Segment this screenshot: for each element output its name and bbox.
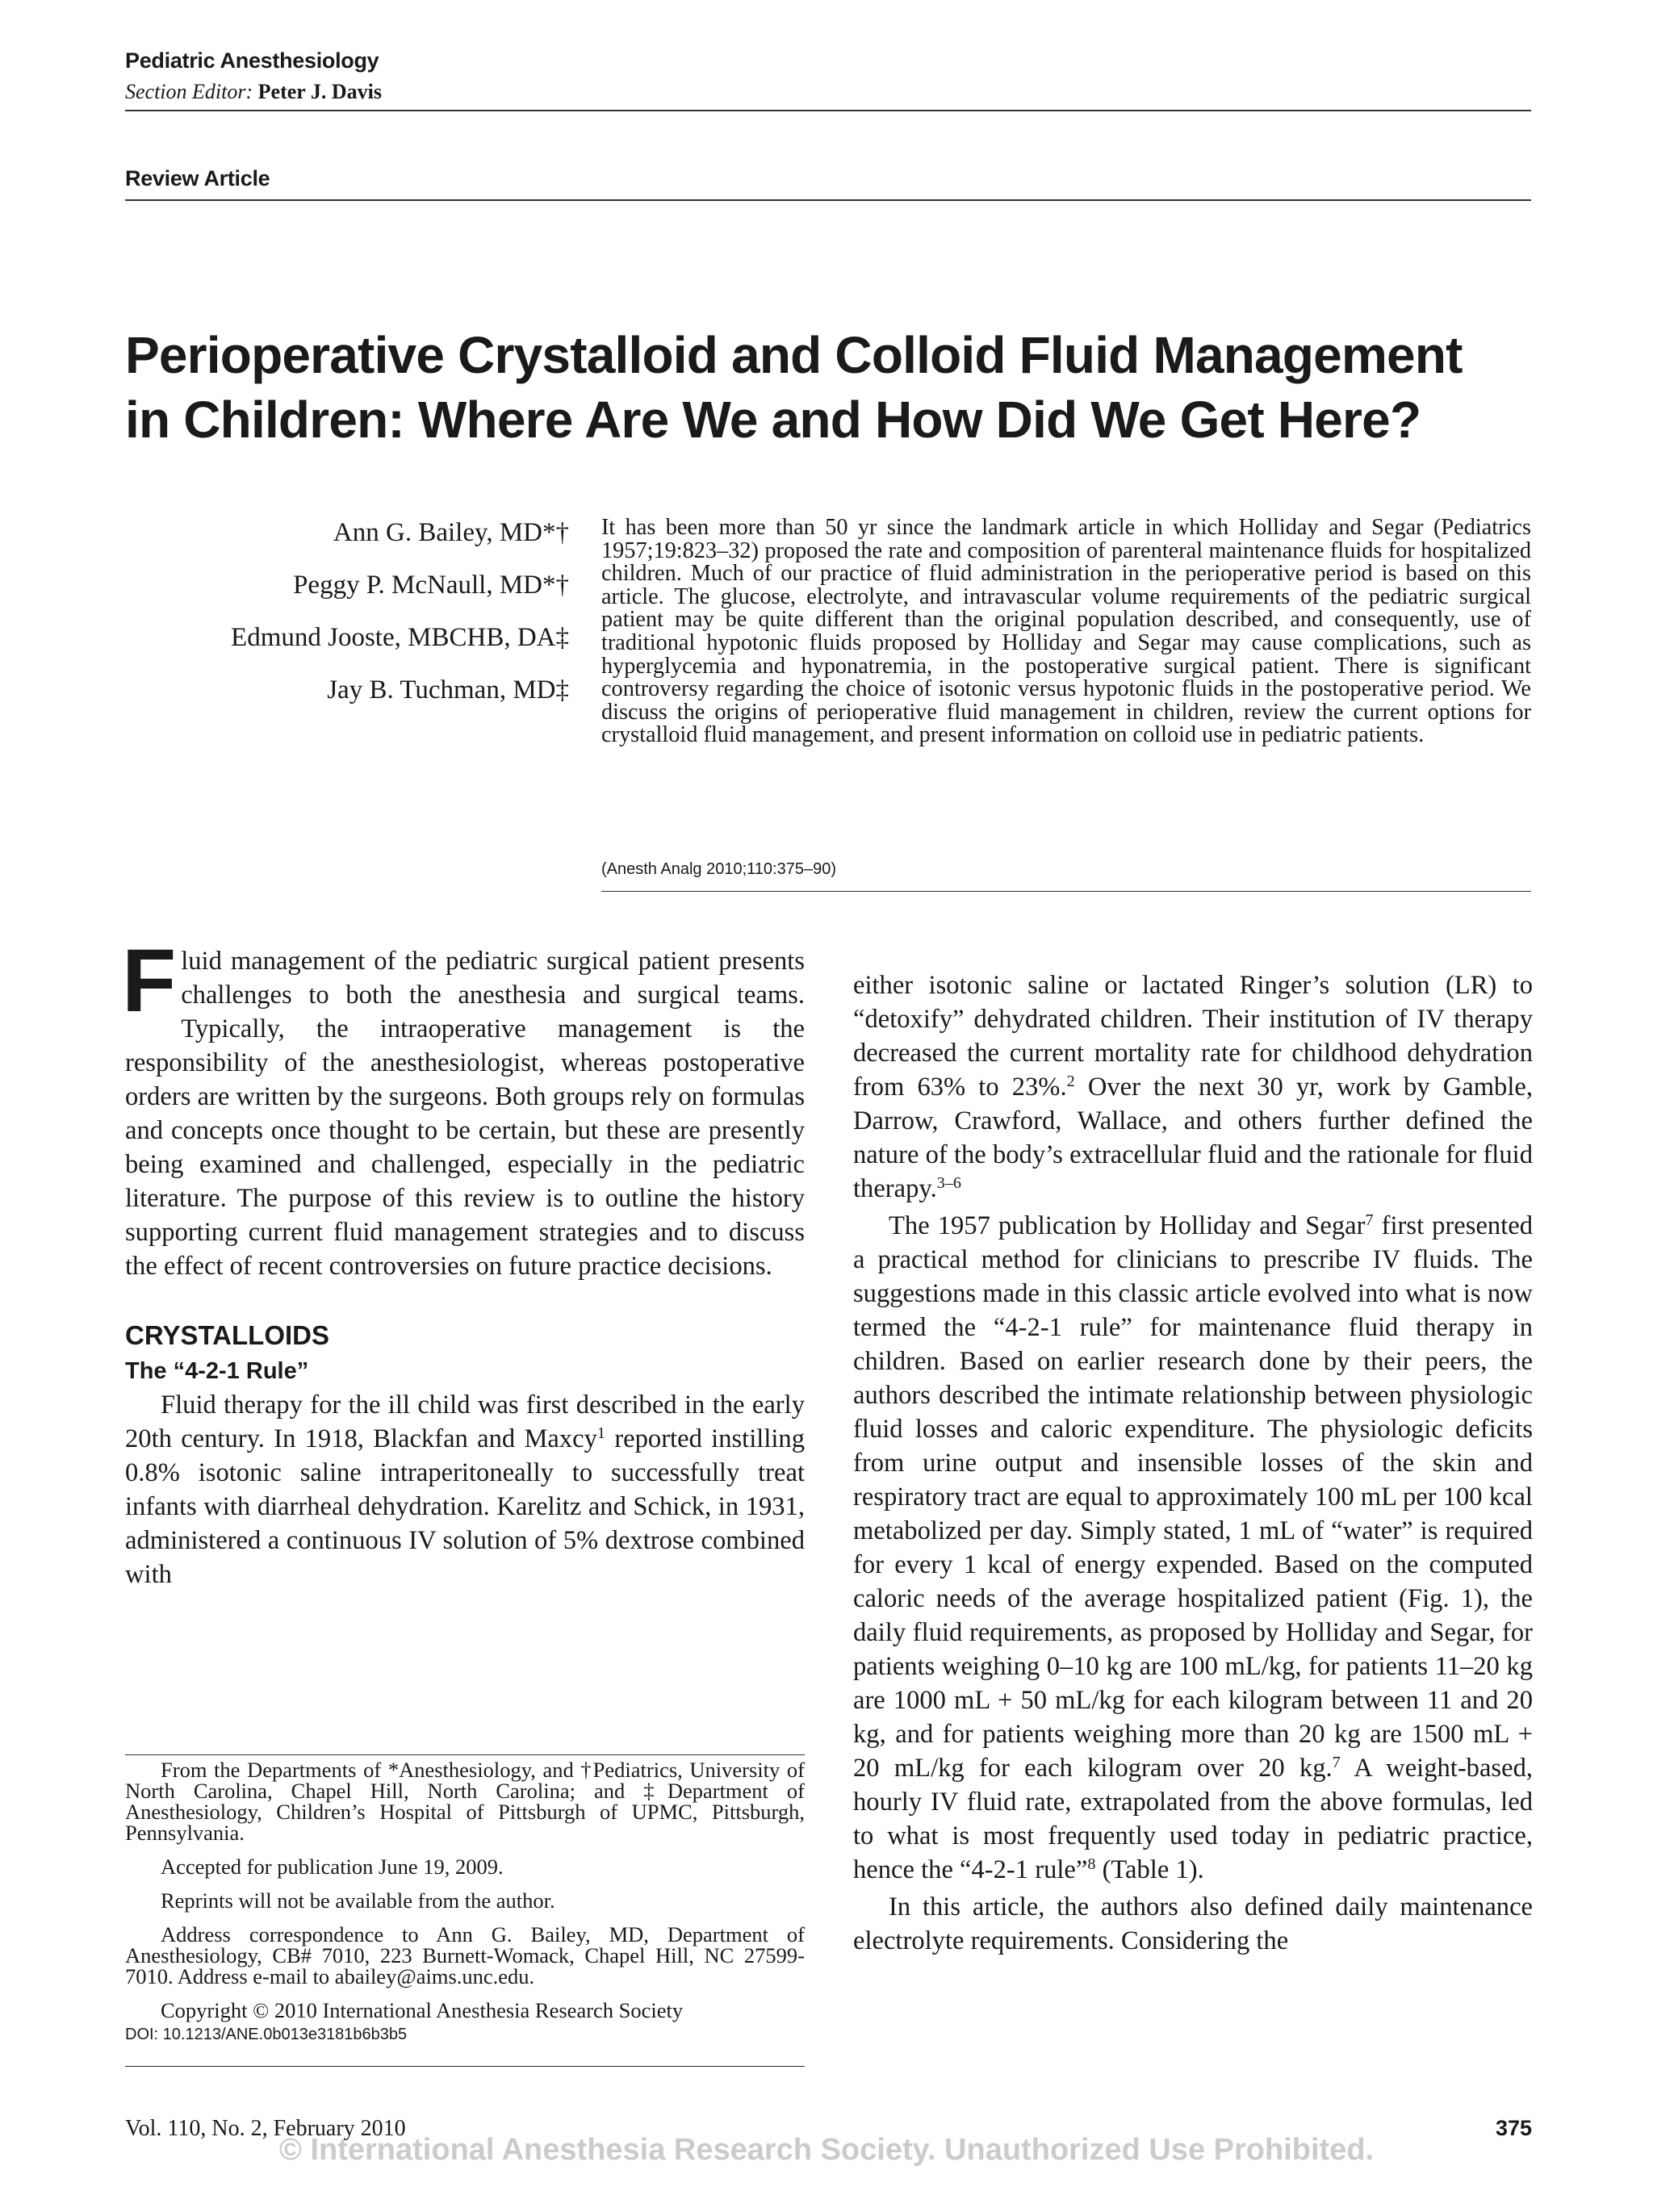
body-column-right xyxy=(853,968,1533,1958)
section-heading: CRYSTALLOIDS xyxy=(125,1320,329,1350)
footnotes xyxy=(125,1759,805,2058)
section-editor xyxy=(125,80,382,104)
reference-marker[interactable]: 2 xyxy=(1066,1072,1075,1090)
text-run: Over the next 30 yr, work by Gamble, Darrow, Crawford, Wallace, and others further defined the nature of the body’s extracellular fluid and the rationale for fluid therapy. xyxy=(853,1073,1533,1203)
text-run: either isotonic saline or lactated Ringer’s solution (LR) to “detoxify” dehydrated children. Their institution of IV therapy decreased the current mortality rate for childhood dehydration from 63% to 23%. xyxy=(853,971,1533,1102)
text-run: first presented a practical method for clinicians to prescribe IV fluids. The suggestions made in this classic article evolved into what is now termed the “4-2-1 rule” for maintenance fluid therapy in children. Based on earlier research done by their peers, the authors described the intimate relationship between physiologic fluid losses and caloric expenditure. The physiologic deficits from urine output and insensible losses of the skin and respiratory tract are equal to approximately 100 mL per 100 kcal metabolized per day. Simply stated, 1 mL of “water” is required for every 1 kcal of energy expended. Based on the computed caloric needs of the average hospitalized patient (Fig. 1), the daily fluid requirements, as proposed by Holliday and Segar, for patients weighing 0–10 kg are 100 mL/kg, for patients 11–20 kg are 1000 mL + 50 mL/kg for each kilogram between 11 and 20 kg, and for patients weighing more than 20 kg are 1500 mL + 20 mL/kg for each kilogram over 20 kg. xyxy=(853,1211,1533,1783)
reference-marker[interactable]: 8 xyxy=(1087,1854,1096,1873)
intro-paragraph xyxy=(122,931,805,1283)
body-paragraph xyxy=(125,1388,805,1591)
body-paragraph xyxy=(853,968,1533,1206)
text-run: (Table 1). xyxy=(1095,1855,1204,1884)
reference-marker[interactable]: 7 xyxy=(1332,1753,1341,1771)
author: Peggy P. McNaull, MD*† xyxy=(293,571,569,600)
text-run: The 1957 publication by Holliday and Segar xyxy=(889,1211,1366,1240)
footnote-rule xyxy=(125,1754,805,1755)
author: Edmund Jooste, MBCHB, DA‡ xyxy=(231,623,569,652)
correspondence-note: Address correspondence to Ann G. Bailey, MD, Department of Anesthesiology, CB# 7010, 223 Burnett-Womack, Chapel Hill, NC 27599-7010. Address e-mail to abailey@aims.unc.edu. xyxy=(125,1922,805,1988)
title-line-1: Perioperative Crystalloid and Colloid Fluid Management xyxy=(125,326,1463,384)
page-number: 375 xyxy=(1495,2116,1532,2140)
article-type: Review Article xyxy=(125,166,270,190)
title-line-2: in Children: Where Are We and How Did We Get Here? xyxy=(125,391,1421,449)
affiliations-note: From the Departments of *Anesthesiology, and †Pediatrics, University of North Carolina, Chapel Hill, North Carolina; and ‡Department of Anesthesiology, Children’s Hospital of Pittsburgh of UPMC, Pittsburgh, Pennsylvania. xyxy=(125,1758,805,1845)
footer-volume: Vol. 110, No. 2, February 2010 xyxy=(125,2116,406,2141)
reference-marker[interactable]: 7 xyxy=(1365,1211,1374,1229)
body-paragraph xyxy=(853,1209,1533,1887)
section-editor-label: Section Editor: xyxy=(125,80,253,103)
article-type-rule xyxy=(125,199,1531,201)
watermark: © International Anesthesia Research Society. Unauthorized Use Prohibited. xyxy=(278,2133,1375,2167)
reference-marker[interactable]: 3–6 xyxy=(936,1173,962,1192)
subsection-heading: The “4-2-1 Rule” xyxy=(125,1358,309,1384)
article-title xyxy=(125,323,1546,452)
drop-cap: F xyxy=(122,931,177,1031)
body-paragraph: In this article, the authors also defined daily maintenance electrolyte requirements. Considering the xyxy=(853,1892,1533,1955)
section-editor-name: Peter J. Davis xyxy=(257,80,382,103)
text-run: reported instilling 0.8% isotonic saline intraperitoneally to successfully treat infants with diarrheal dehydration. Karelitz and Schick, in 1931, administered a continuous IV solution of 5% dextrose combined with xyxy=(125,1424,806,1589)
journal-section: Pediatric Anesthesiology xyxy=(125,48,379,73)
author-list xyxy=(121,516,569,726)
citation: (Anesth Analg 2010;110:375–90) xyxy=(601,860,836,878)
copyright-note: Copyright © 2010 International Anesthesia Research Society xyxy=(161,1998,684,2022)
text-run: A weight-based, hourly IV fluid rate, extrapolated from the above formulas, led to what is most frequently used today in pediatric practice, hence the “4-2-1 rule” xyxy=(853,1754,1534,1884)
abstract-rule xyxy=(601,891,1531,892)
reprints-note: Reprints will not be available from the author. xyxy=(161,1888,555,1913)
intro-text: luid management of the pediatric surgical patient presents challenges to both the anesthesia and surgical teams. Typically, the intraoperative management is the responsibility of the anesthesiologist, whereas postoperative orders are written by the surgeons. Both groups rely on formulas and concepts once thought to be certain, but these are presently being examined and challenged, especially in the pediatric literature. The purpose of this review is to outline the history supporting current fluid management strategies and to discuss the effect of recent controversies on future practice decisions. xyxy=(125,947,805,1281)
header-rule xyxy=(125,110,1531,111)
footnote-bottom-rule xyxy=(125,2066,805,2067)
body-column-left xyxy=(122,931,806,1591)
doi[interactable]: DOI: 10.1213/ANE.0b013e3181b6b3b5 xyxy=(125,2026,408,2043)
accepted-note: Accepted for publication June 19, 2009. xyxy=(161,1854,504,1879)
author: Jay B. Tuchman, MD‡ xyxy=(327,675,569,705)
author: Ann G. Bailey, MD*† xyxy=(333,518,569,547)
abstract: It has been more than 50 yr since the landmark article in which Holliday and Segar (Pediatrics 1957;19:823–32) proposed the rate and composition of parenteral maintenance fluids for hospitalized children. Much of our practice of fluid administration in the perioperative period is based on this article. The glucose, electrolyte, and intravascular volume requirements of the pediatric surgical patient may be quite different than the original population described, and consequently, use of traditional hypotonic fluids proposed by Holliday and Segar may cause complications, such as hyperglycemia and hyponatremia, in the postoperative surgical patient. There is significant controversy regarding the choice of isotonic versus hypotonic fluids in the postoperative period. We discuss the origins of perioperative fluid management in children, review the current options for crystalloid fluid management, and present information on colloid use in pediatric patients. xyxy=(601,515,1531,748)
reference-marker[interactable]: 1 xyxy=(596,1424,606,1442)
text-run: Fluid therapy for the ill child was first described in the early 20th century. In 1918, Blackfan and Maxcy xyxy=(125,1390,805,1453)
